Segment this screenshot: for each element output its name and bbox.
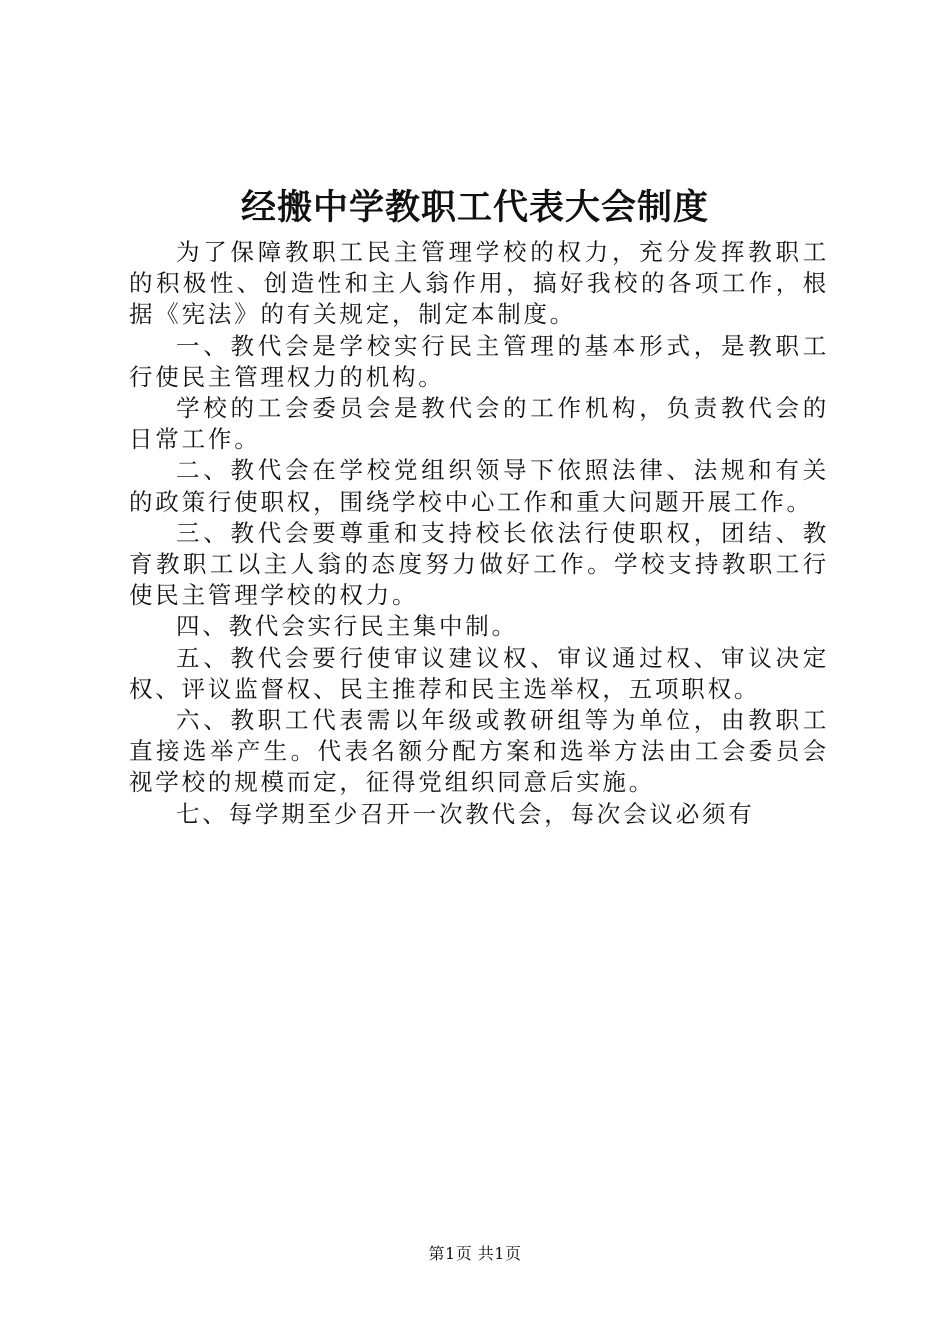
- paragraph-article-2: 二、教代会在学校党组织领导下依照法律、法规和有关的政策行使职权，围绕学校中心工作和重大问题开展工作。: [129, 456, 829, 516]
- paragraph-article-1: 一、教代会是学校实行民主管理的基本形式，是教职工行使民主管理权力的机构。: [129, 331, 829, 391]
- paragraph-article-7: 七、每学期至少召开一次教代会，每次会议必须有: [176, 799, 755, 828]
- paragraph-article-6: 六、教职工代表需以年级或教研组等为单位，由教职工直接选举产生。代表名额分配方案和选举方法由工会委员会视学校的规模而定，征得党组织同意后实施。: [129, 706, 829, 797]
- paragraph-article-1-note: 学校的工会委员会是教代会的工作机构，负责教代会的日常工作。: [129, 394, 829, 454]
- document-title: 经搬中学教职工代表大会制度: [240, 188, 709, 228]
- document-body: [129, 237, 829, 830]
- paragraph-article-3: 三、教代会要尊重和支持校长依法行使职权，团结、教育教职工以主人翁的态度努力做好工作。学校支持教职工行使民主管理学校的权力。: [129, 518, 829, 610]
- paragraph-intro: 为了保障教职工民主管理学校的权力，充分发挥教职工的积极性、创造性和主人翁作用，搞好我校的各项工作，根据《宪法》的有关规定，制定本制度。: [129, 238, 829, 329]
- paragraph-article-4: 四、教代会实行民主集中制。: [176, 612, 518, 641]
- page-number-footer: 第1页 共1页: [428, 1244, 522, 1263]
- paragraph-article-5: 五、教代会要行使审议建议权、审议通过权、审议决定权、评议监督权、民主推荐和民主选举权，五项职权。: [129, 643, 829, 703]
